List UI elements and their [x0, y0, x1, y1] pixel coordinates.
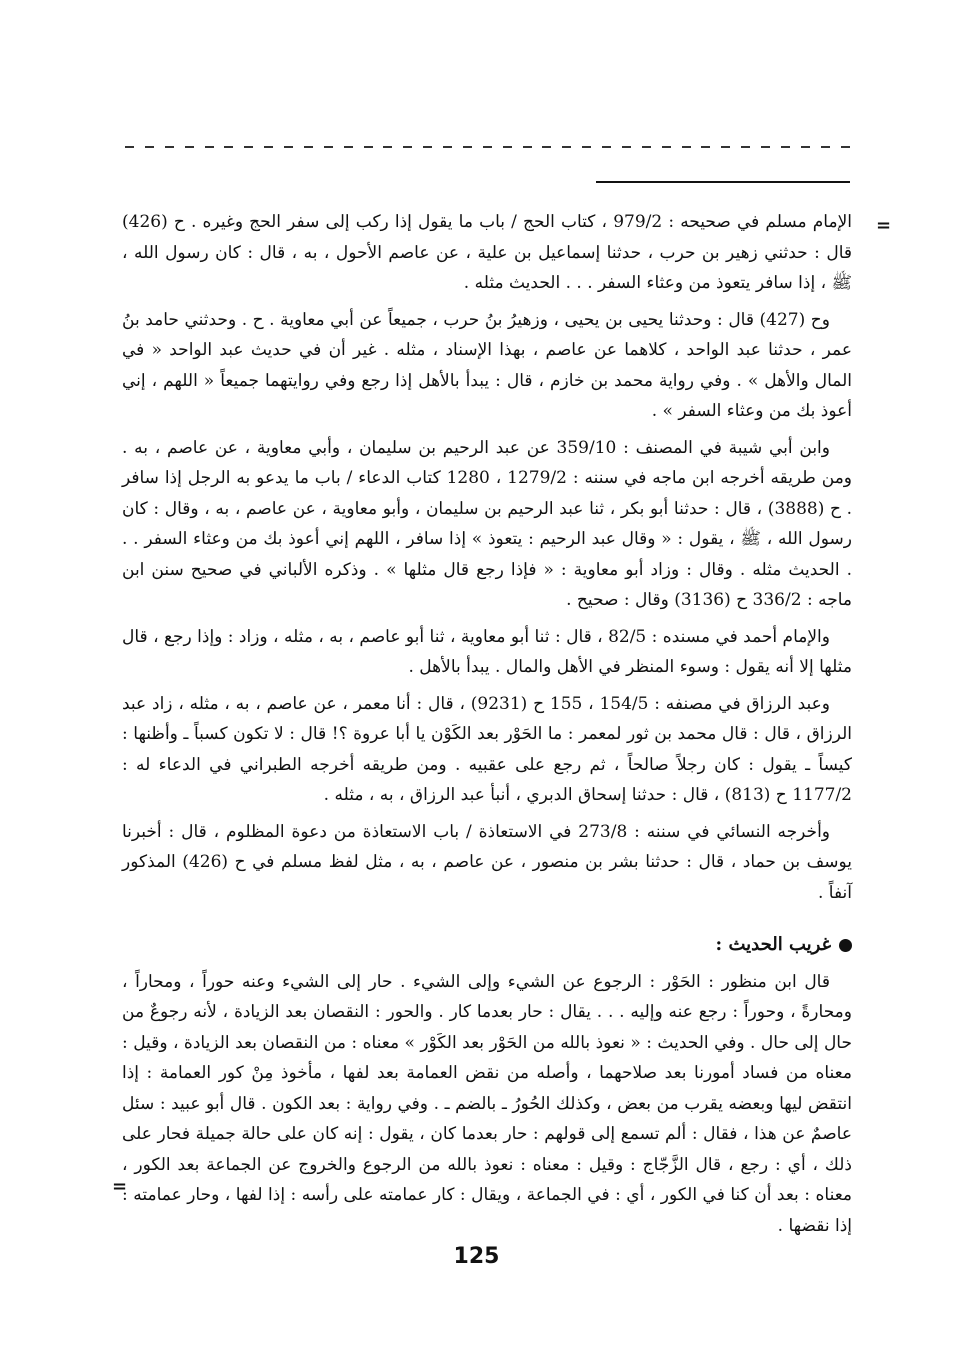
- paragraph-ahmad: والإمام أحمد في مسنده : 82/5 ، قال : ثنا أبو معاوية ، ثنا أبو عاصم ، به ، مثله ، وزاد : وإذا رجع ، قال مثلها إلا أنه يقول : وسوء المنظر في الأهل والمال . يبدأ بالأهل .: [122, 626, 852, 677]
- footnote-text: [122, 207, 852, 1247]
- page-number: 125: [453, 1244, 500, 1269]
- paragraph-nasai: وأخرجه النسائي في سننه : 273/8 في الاستعاذة / باب الاستعاذة من دعوة المظلوم ، قال : أخبرنا يوسف بن حماد ، قال : حدثنا بشر بن منصور ، عن عاصم ، به ، مثل لفظ مسلم في ح (426) المذكور آنفاً .: [122, 821, 853, 903]
- section-body: قال ابن منظور : الحَوْر : الرجوع عن الشيء وإلى الشيء . حار إلى الشيء وعنه حوراً ، ومحاراً ، ومحارةً ، وحوراً : رجع عنه وإليه . . . يقال : حار بعدما كار . والحور : النقصان بعد الزيادة ، لأنه رجوعٌ من حال إلى حال . وفي الحديث : « نعوذ بالله من الحَوْر بعد الكَوْر » معناه : من النقصان بعد الزيادة ، وقيل : معناه من فساد أمورنا بعد صلاحهما ، وأصله من نقض العمامة بعد لفها ، مأخوذ مِنْ كور العمامة : إذا انتقض ليها وبعضه يقرب من بعض ، وكذلك الحُورُ ـ بالضم ـ . وفي رواية : بعد الكون . قال أبو عبيد : سئل عاصمٌ عن هذا ، فقال : ألم تسمع إلى قولهم : حار بعدما كان ، يقول : إنه كان على حالة جميلة فحار على ذلك ، أي : رجع ، قال الزَّجّاج : وقيل : معناه : نعوذ بالله من الرجوع والخروج عن الجماعة بعد الكور ، معناه : بعد أن كنا في الكور ، أي : في الجماعة ، ويقال : كار عمامته على رأسه : إذا لفها ، وحار عمامته : إذا نقضها .: [122, 971, 852, 1236]
- section-heading: [122, 930, 852, 961]
- bullet-icon: [839, 939, 852, 952]
- continuation-marker-top: =: [876, 215, 892, 236]
- section-heading-text: غريب الحديث :: [715, 934, 831, 955]
- paragraph-muslim: الإمام مسلم في صحيحه : 979/2 ، كتاب الحج / باب ما يقول إذا ركب إلى سفر الحج وغيره . ح (426) قال : حدثني زهير بن حرب ، حدثنا إسماعيل بن علية ، عن عاصم الأحول ، به ، قال : كان رسول الله ، ﷺ ، إذا سافر يتعوذ من وعثاء السفر . . . الحديث مثله .: [122, 212, 852, 293]
- continuation-marker-bottom: =: [112, 1176, 128, 1197]
- footnote-separator-dashes: [125, 143, 850, 151]
- paragraph-abd-al-razzaq: وعبد الرزاق في مصنفه : 154/5 ، 155 ح (9231) ، قال : أنا معمر ، عن عاصم ، به ، مثله ، زاد عبد الرزاق ، قال : قال محمد بن ثور لمعمر : ما الحَوْر بعد الكَوْن يا أبا عروة ؟! قال : لا تكون كسباً ـ وأظنها : كيساً ـ يقول : كان رجلاً صالحاً ، ثم رجع على عقبيه . ومن طريقه أخرجه الطبراني في الدعاء له : 1177/2 ح (813) ، قال : حدثنا إسحاق الدبري ، أنبأ عبد الرزاق ، به ، مثله .: [122, 693, 852, 805]
- paragraph-hadith-427: وح (427) قال : وحدثنا يحيى بن يحيى ، وزهيرُ بنُ حرب ، جميعاً عن أبي معاوية . ح . وحدثني حامد بنُ عمر ، حدثنا عبد الواحد ، كلاهما عن عاصم ، بهذا الإسناد ، مثله . غير أن في حديث عبد الواحد « في المال والأهل » . وفي رواية محمد بن خازم ، قال : يبدأ بالأهل إذا رجع وفي روايتهما جميعاً « اللهم ، إني أعوذ بك من وعثاء السفر » .: [122, 309, 852, 421]
- paragraph-ibn-abi-shaybah: وابن أبي شيبة في المصنف : 359/10 عن عبد الرحيم بن سليمان ، وأبي معاوية ، عن عاصم ، به . ومن طريقه أخرجه ابن ماجه في سننه : 1279/2 ، 1280 كتاب الدعاء / باب ما يدعو به الرجل إذا سافر . ح (3888) ، قال : حدثنا أبو بكر ، ثنا عبد الرحيم بن سليمان ، وأبو معاوية ، عن عاصم ، به ، وقال : كان رسول الله ، ﷺ ، يقول : « وقال عبد الرحيم : يتعوذ » إذا سافر ، اللهم إني أعوذ بك من وعثاء السفر . . . الحديث مثله . وقال : وزاد أبو معاوية : « فإذا رجع قال مثلها » . وذكره الألباني في صحيح سنن ابن ماجه : 336/2 ح (3136) وقال : صحيح .: [122, 437, 853, 610]
- footnote-rule: [596, 181, 850, 183]
